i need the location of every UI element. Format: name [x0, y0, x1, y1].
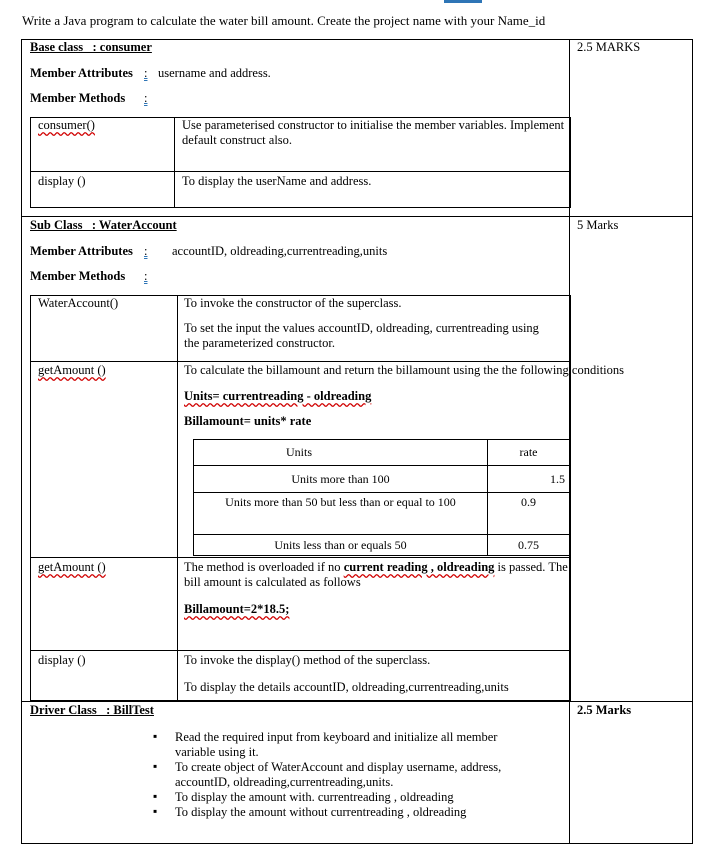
base-marks: 2.5 MARKS: [577, 40, 641, 54]
table-divider: [30, 557, 570, 558]
getamount-overloaded-desc: The method is overloaded if no current reading , oldreading is passed. The bill amount is calculated as follows: [184, 560, 568, 589]
sub-methods-sep: :: [144, 269, 148, 283]
driver-bullet: ▪ Read the required input from keyboard and initialize all member variable using it.: [175, 730, 535, 760]
table-divider: [174, 117, 175, 208]
billamount-formula: Billamount= units* rate: [184, 414, 312, 428]
display-sub-desc-2: To display the details accountID, oldreading,currentreading,units: [184, 680, 509, 694]
units-formula: Units= currentreading - oldreading: [184, 389, 372, 403]
driver-bullet: ▪ To display the amount without currentreading , oldreading: [175, 805, 555, 820]
selection-marker: [444, 0, 482, 3]
rate-table: [193, 439, 570, 556]
rate-row-value: 0.75: [488, 535, 570, 556]
base-attr-label: Member Attributes: [30, 66, 133, 80]
sub-attr-value: accountID, oldreading,currentreading,units: [172, 244, 388, 258]
base-methods-sep: :: [144, 91, 148, 105]
table-divider: [30, 171, 570, 172]
sub-methods-label: Member Methods: [30, 269, 126, 283]
section-divider: [21, 701, 693, 702]
base-class-heading: Base class _: consumer: [30, 40, 152, 54]
driver-class-heading: Driver Class _: BillTest: [30, 703, 154, 717]
wateraccount-desc-2: To set the input the values accountID, oldreading, currentreading using the parameterized constructor.: [184, 321, 539, 350]
getamount-desc: To calculate the billamount and return the billamount using the the following conditions: [184, 363, 625, 377]
display-sub-desc-1: To invoke the display() method of the superclass.: [184, 653, 431, 667]
table-divider: [177, 295, 178, 701]
rate-row-units: Units less than or equals 50: [194, 535, 488, 556]
rate-row-units: Units more than 100: [194, 466, 488, 493]
driver-bullet: ▪ To display the amount with. currentreading , oldreading: [175, 790, 555, 805]
table-divider: [30, 650, 570, 651]
driver-bullet: ▪ To create object of WaterAccount and display username, address, accountID, oldreading,currentreading,units.: [175, 760, 535, 790]
base-attr-sep: :: [144, 66, 148, 80]
method-consumer: consumer(): [38, 118, 95, 132]
method-consumer-desc: Use parameterised constructor to initialise the member variables. Implement default construct also.: [182, 118, 565, 147]
rate-row-units: Units more than 50 but less than or equal to 100: [194, 493, 488, 535]
section-divider: [21, 216, 693, 217]
rate-header-units: Units: [194, 440, 488, 466]
table-divider: [30, 361, 570, 362]
rate-header-rate: rate: [488, 440, 570, 466]
sub-attr-sep: :: [144, 244, 148, 258]
rate-row-value: 1.5: [488, 466, 570, 493]
base-attr-value: username and address.: [158, 66, 271, 80]
method-getamount-overloaded: getAmount (): [38, 560, 106, 574]
method-display-desc: To display the userName and address.: [182, 174, 372, 188]
method-wateraccount: WaterAccount(): [38, 296, 119, 310]
billamount-fixed-formula: Billamount=2*18.5;: [184, 602, 290, 616]
wateraccount-desc-1: To invoke the constructor of the superclass.: [184, 296, 402, 310]
sub-marks: 5 Marks: [577, 218, 619, 232]
assignment-title: Write a Java program to calculate the water bill amount. Create the project name with your Name_id: [22, 13, 546, 28]
method-display-sub: display (): [38, 653, 86, 667]
method-display: display (): [38, 174, 86, 188]
sub-class-heading: Sub Class _: WaterAccount: [30, 218, 177, 232]
sub-attr-label: Member Attributes: [30, 244, 133, 258]
base-methods-label: Member Methods: [30, 91, 126, 105]
method-getamount: getAmount (): [38, 363, 106, 377]
driver-marks: 2.5 Marks: [577, 703, 632, 717]
rate-row-value: 0.9: [488, 493, 570, 535]
